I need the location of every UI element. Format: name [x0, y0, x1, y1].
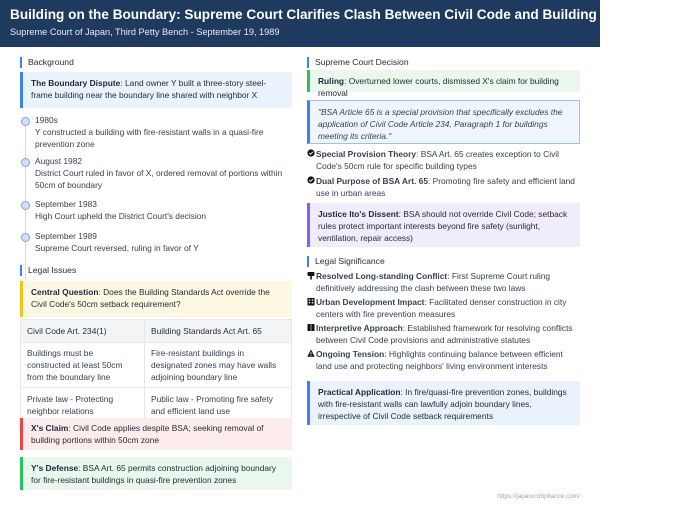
table-cell: Private law - Protecting neighbor relations — [21, 388, 145, 422]
timeline-text: Y constructed a building with fire-resistant walls in a quasi-fire prevention zone — [35, 127, 264, 149]
significance-item — [307, 270, 580, 294]
timeline-date: 1980s — [35, 115, 58, 125]
ruling-text: : Overturned lower courts, dismissed X's claim for building removal — [318, 76, 559, 98]
page-header — [0, 0, 692, 47]
table-cell: Fire-resistant buildings in designated zones may have walls adjoining boundary line — [145, 343, 292, 388]
y-defense-label: Y's Defense — [31, 463, 79, 473]
page-title: Building on the Boundary: Supreme Court Clarifies Clash Between Civil Code and Building Standards Act — [10, 7, 692, 22]
legal-issues-heading: Legal Issues — [20, 265, 76, 276]
table-cell: Buildings must be constructed at least 50cm from the boundary line — [21, 343, 145, 388]
warning-icon — [307, 348, 315, 358]
timeline-line — [25, 118, 26, 304]
table-row — [21, 388, 292, 422]
ruling-box — [307, 70, 580, 98]
point-label: Special Provision Theory — [316, 149, 417, 159]
book-icon — [307, 322, 315, 332]
table-header-row — [21, 320, 292, 343]
dissent-label: Justice Ito's Dissent — [318, 209, 399, 219]
timeline-date: September 1989 — [35, 231, 97, 241]
practical-text: : In fire/quasi-fire prevention zones, buildings with fire-resistant walls can lawfully adjoin boundary lines, irrespective of Civil Code setback requirements — [318, 387, 567, 421]
decision-point — [307, 148, 580, 172]
significance-label: Interpretive Approach — [316, 323, 403, 333]
page-subtitle: Supreme Court of Japan, Third Petty Bench - September 19, 1989 — [10, 27, 280, 37]
practical-label: Practical Application — [318, 387, 401, 397]
question-text: : Does the Building Standards Act override the Civil Code's 50cm setback requirement? — [31, 287, 270, 309]
significance-text: : Established framework for resolving conflicts between Civil Code provisions and administrative statutes — [316, 323, 573, 345]
significance-heading: Legal Significance — [307, 256, 385, 267]
timeline-text: Supreme Court reversed, ruling in favor of Y — [35, 243, 199, 253]
dispute-box — [20, 72, 292, 108]
decision-point — [307, 175, 580, 199]
timeline-text: District Court ruled in favor of X, ordered removal of portions within 50cm of boundary — [35, 168, 283, 190]
x-claim-label: X's Claim — [31, 423, 69, 433]
table-cell: Public law - Promoting fire safety and efficient land use — [145, 388, 292, 422]
significance-label: Urban Development Impact — [316, 297, 425, 307]
footer-url: https://japancompliance.com/ — [497, 493, 580, 500]
timeline-date: September 1983 — [35, 199, 97, 209]
significance-text: : First Supreme Court ruling definitively addressing the clash between these two laws — [316, 271, 551, 293]
table-header-bsa: Building Standards Act Art. 65 — [145, 320, 292, 343]
table-row — [21, 343, 292, 388]
timeline-text: High Court upheld the District Court's decision — [35, 211, 207, 221]
significance-item — [307, 348, 580, 372]
dissent-box — [307, 203, 580, 247]
question-label: Central Question — [31, 287, 99, 297]
table-header-civil-code: Civil Code Art. 234(1) — [21, 320, 145, 343]
significance-label: Resolved Long-standing Conflict — [316, 271, 448, 281]
significance-text: : Facilitated denser construction in city centers with fire prevention measures — [316, 297, 567, 319]
building-icon — [307, 296, 315, 306]
significance-label: Ongoing Tension — [316, 349, 385, 359]
point-label: Dual Purpose of BSA Art. 65 — [316, 176, 428, 186]
dispute-text: : Land owner Y built a three-story steel-frame building near the boundary line shared with neighbor X — [31, 78, 267, 100]
timeline-date: August 1982 — [35, 156, 83, 166]
x-claim-text: : Civil Code applies despite BSA; seeking removal of building portions within 50cm zone — [31, 423, 264, 445]
gavel-icon — [307, 270, 315, 280]
point-text: : Promoting fire safety and efficient land use in urban areas — [316, 176, 575, 198]
right-column — [307, 54, 580, 494]
timeline — [20, 114, 292, 309]
x-claim-box — [20, 418, 292, 450]
y-defense-box — [20, 457, 292, 490]
practical-application-box — [307, 381, 580, 425]
timeline-dot — [21, 201, 30, 210]
decision-heading: Supreme Court Decision — [307, 57, 409, 68]
central-question-box — [20, 281, 292, 317]
ruling-label: Ruling — [318, 76, 345, 86]
dispute-label: The Boundary Dispute — [31, 78, 121, 88]
decision-quote: "BSA Article 65 is a special provision that specifically excludes the application of Civil Code Article 234, Paragraph 1 for buildings meeting its criteria." — [307, 100, 580, 144]
significance-text: : Highlights continuing balance between efficient land use and protecting neighbors' living environment interests — [316, 349, 563, 371]
check-circle-icon — [307, 175, 315, 185]
check-circle-icon — [307, 148, 315, 158]
significance-item — [307, 322, 580, 346]
timeline-dot — [21, 158, 30, 167]
left-column — [20, 54, 292, 494]
timeline-dot — [21, 117, 30, 126]
significance-item — [307, 296, 580, 320]
comparison-table — [20, 319, 292, 422]
timeline-dot — [21, 233, 30, 242]
dissent-text: : BSA should not override Civil Code; setback rules protect important interests beyond fire safety (sunlight, ventilation, repair access) — [318, 209, 568, 243]
point-text: : BSA Art. 65 creates exception to Civil Code's 50cm rule for specific building types — [316, 149, 559, 171]
background-heading: Background — [20, 57, 74, 68]
y-defense-text: : BSA Art. 65 permits construction adjoining boundary for fire-resistant buildings in quasi-fire prevention zones — [31, 463, 277, 485]
